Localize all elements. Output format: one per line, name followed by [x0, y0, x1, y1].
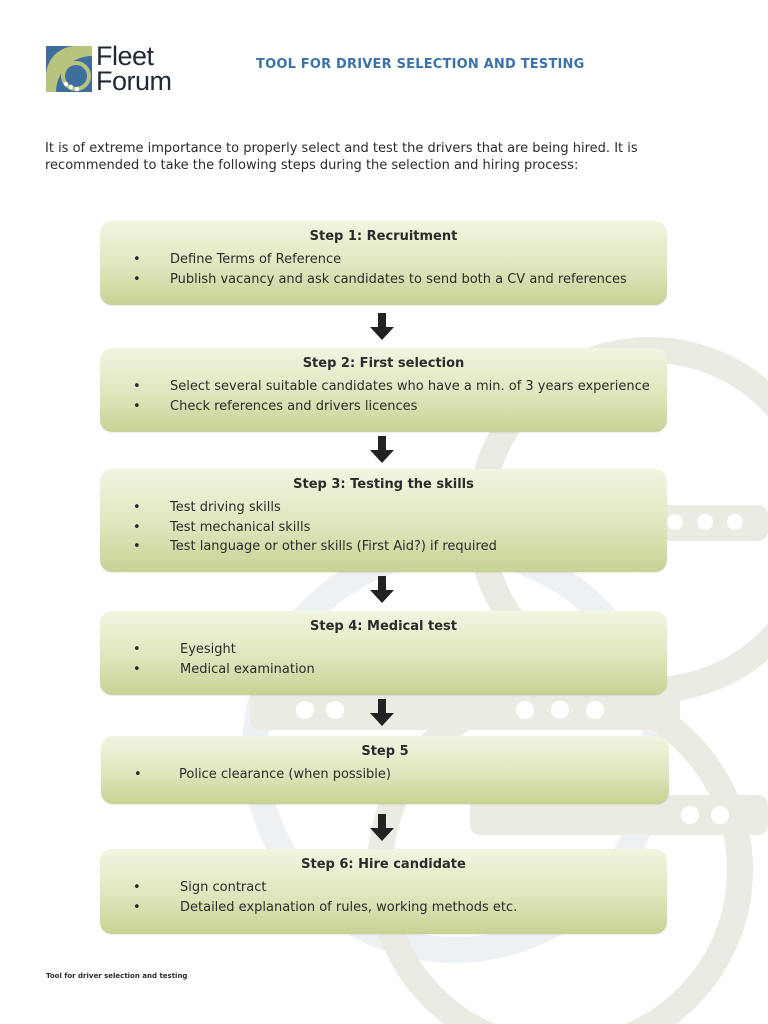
page-footer: Tool for driver selection and testing: [46, 972, 188, 980]
list-item: • Select several suitable candidates who have a min. of 3 years experience: [100, 377, 667, 397]
step-5-title: Step 5: [361, 744, 409, 759]
step-6-list: [100, 878, 667, 917]
list-item: • Sign contract: [100, 878, 667, 898]
list-item: • Check references and drivers licences: [100, 397, 667, 417]
document-title: TOOL FOR DRIVER SELECTION AND TESTING: [256, 57, 585, 72]
list-item: • Define Terms of Reference: [100, 250, 667, 270]
list-item: • Medical examination: [100, 660, 667, 680]
step-4-box: [100, 611, 667, 695]
step-6-box: [100, 849, 667, 934]
step-6-title: Step 6: Hire candidate: [301, 857, 466, 872]
logo-wordmark: [96, 41, 172, 96]
step-1-box: [100, 221, 667, 305]
arrow-down-icon: [369, 814, 395, 842]
fleet-forum-logo: [46, 41, 196, 104]
arrow-down-icon: [369, 699, 395, 727]
step-3-title: Step 3: Testing the skills: [293, 477, 474, 492]
arrow-down-icon: [369, 313, 395, 341]
list-item: • Police clearance (when possible): [101, 765, 669, 785]
logo-line-2: Forum: [96, 66, 172, 96]
logo-line-1: Fleet: [96, 41, 154, 71]
step-1-list: [100, 250, 667, 289]
list-item: • Detailed explanation of rules, working methods etc.: [100, 898, 667, 918]
intro-paragraph: It is of extreme importance to properly select and test the drivers that are being hired. It is recommended to take the following steps during the selection and hiring process:: [45, 141, 638, 173]
list-item: • Eyesight: [100, 640, 667, 660]
arrow-down-icon: [369, 436, 395, 464]
list-item: • Test driving skills: [100, 498, 667, 518]
logo-wheel-icon: [46, 46, 92, 92]
step-1-title: Step 1: Recruitment: [309, 229, 458, 244]
step-2-list: [100, 377, 667, 416]
step-4-title: Step 4: Medical test: [310, 619, 457, 634]
step-5-box: [101, 736, 669, 804]
list-item: • Test language or other skills (First Aid?) if required: [100, 537, 667, 557]
step-5-list: [101, 765, 669, 785]
step-2-title: Step 2: First selection: [302, 356, 465, 371]
step-3-list: [100, 498, 667, 557]
list-item: • Publish vacancy and ask candidates to send both a CV and references: [100, 270, 667, 290]
step-3-box: [100, 469, 667, 572]
list-item: • Test mechanical skills: [100, 518, 667, 538]
step-4-list: [100, 640, 667, 679]
arrow-down-icon: [369, 576, 395, 604]
step-2-box: [100, 348, 667, 432]
